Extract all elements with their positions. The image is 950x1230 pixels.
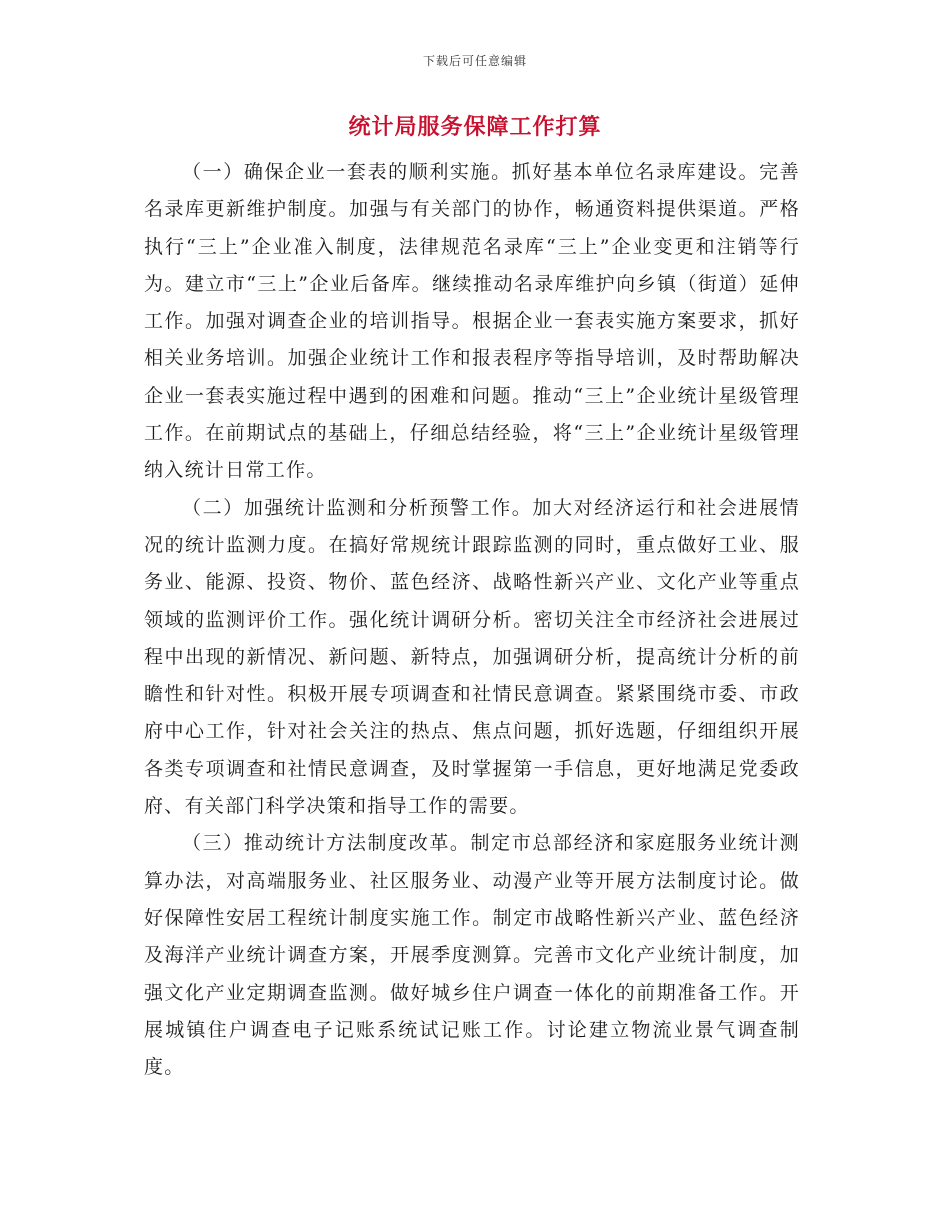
paragraph-section-1: （一）确保企业一套表的顺利实施。抓好基本单位名录库建设。完善名录库更新维护制度。加强与有关部门的协作，畅通资料提供渠道。严格执行“三上”企业准入制度，法律规范名录库“三上”企业变更和注销等行为。建立市“三上”企业后备库。继续推动名录库维护向乡镇（街道）延伸工作。加强对调查企业的培训指导。根据企业一套表实施方案要求，抓好相关业务培训。加强企业统计工作和报表程序等指导培训，及时帮助解决企业一套表实施过程中遇到的困难和问题。推动“三上”企业统计星级管理工作。在前期试点的基础上，仔细总结经验，将“三上”企业统计星级管理纳入统计日常工作。 xyxy=(144,161,800,482)
header-note: 下载后可任意编辑 xyxy=(422,54,527,68)
document-title: 统计局服务保障工作打算 xyxy=(348,114,602,140)
paragraph-section-3: （三）推动统计方法制度改革。制定市总部经济和家庭服务业统计测算办法，对高端服务业、社区服务业、动漫产业等开展方法制度讨论。做好保障性安居工程统计制度实施工作。制定市战略性新兴产业、蓝色经济及海洋产业统计调查方案，开展季度测算。完善市文化产业统计制度，加强文化产业定期调查监测。做好城乡住户调查一体化的前期准备工作。开展城镇住户调查电子记账系统试记账工作。讨论建立物流业景气调查制度。 xyxy=(144,832,800,1079)
document-body xyxy=(144,154,800,1086)
paragraph-section-2: （二）加强统计监测和分析预警工作。加大对经济运行和社会进展情况的统计监测力度。在搞好常规统计跟踪监测的同时，重点做好工业、服务业、能源、投资、物价、蓝色经济、战略性新兴产业、文化产业等重点领域的监测评价工作。强化统计调研分析。密切关注全市经济社会进展过程中出现的新情况、新问题、新特点，加强调研分析，提高统计分析的前瞻性和针对性。积极开展专项调查和社情民意调查。紧紧围绕市委、市政府中心工作，针对社会关注的热点、焦点问题，抓好选题，仔细组织开展各类专项调查和社情民意调查，及时掌握第一手信息，更好地满足党委政府、有关部门科学决策和指导工作的需要。 xyxy=(144,496,800,818)
